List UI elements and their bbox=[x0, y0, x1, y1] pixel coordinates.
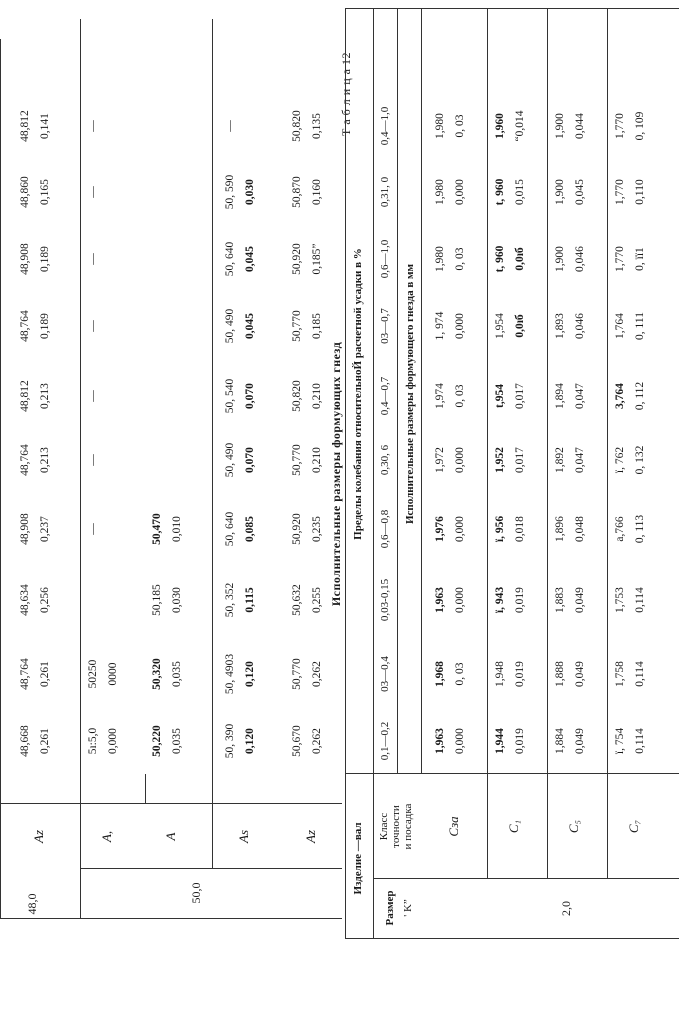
table-cell-value: 48,908 bbox=[19, 243, 31, 275]
rule-h bbox=[421, 9, 422, 774]
table-cell-tolerance: 0,0ıб bbox=[514, 314, 526, 338]
table-cell-value: 1,944 bbox=[494, 728, 506, 754]
table-cell-value: 50, 590 bbox=[224, 174, 236, 210]
table-cell-tolerance: 0,030 bbox=[244, 179, 256, 205]
rule-h bbox=[487, 9, 488, 879]
range-header: 03—0,4 bbox=[379, 656, 391, 692]
table-cell-value: 50,920 bbox=[291, 513, 303, 545]
table-cell-tolerance: 0,047 bbox=[574, 447, 586, 473]
table-cell-tolerance: 0,000 bbox=[454, 516, 466, 542]
table-cell-value: 1,894 bbox=[554, 383, 566, 409]
rule-v bbox=[345, 938, 679, 939]
table-cell-tolerance: 0,048 bbox=[574, 516, 586, 542]
rule-v bbox=[0, 918, 342, 919]
table-cell-tolerance: 0,213 bbox=[39, 383, 51, 409]
table-cell-tolerance: 0000 bbox=[107, 662, 119, 686]
table-cell-tolerance: 0, 111 bbox=[634, 312, 646, 340]
table-cell-value: — bbox=[87, 390, 99, 402]
table-cell-value: 50, 490 bbox=[224, 442, 236, 478]
table-cell-tolerance: 0,000 bbox=[454, 313, 466, 339]
table-cell-tolerance: 0,085 bbox=[244, 516, 256, 542]
table-cell-value: t,954 bbox=[494, 384, 506, 408]
row-label: Az bbox=[31, 830, 46, 843]
table-cell-tolerance: 0,213 bbox=[39, 447, 51, 473]
table-cell-value: — bbox=[87, 253, 99, 265]
table-cell-tolerance: 0,114 bbox=[634, 661, 646, 687]
table-cell-tolerance: 0,235 bbox=[311, 516, 323, 542]
table-cell-tolerance: 0, ïï1 bbox=[634, 247, 646, 271]
table-cell-tolerance: 0,210 bbox=[311, 447, 323, 473]
table-cell-value: 50,220 bbox=[151, 725, 163, 757]
range-header: 0,4—0,7 bbox=[379, 376, 391, 416]
table-cell-value: 1,963 bbox=[434, 587, 446, 613]
table-cell-tolerance: 0,015 bbox=[514, 179, 526, 205]
range-header: 03—0,7 bbox=[379, 308, 391, 344]
range-header: 0,1—0,2 bbox=[379, 721, 391, 761]
table-cell-value: — bbox=[224, 120, 236, 132]
range-header: 0,30, 6 bbox=[379, 444, 391, 476]
table-number: Т а б л и ц а 12 bbox=[339, 52, 353, 136]
row-label: Az bbox=[303, 830, 318, 843]
table-cell-tolerance: 0,030 bbox=[171, 587, 183, 613]
rule-v bbox=[345, 773, 679, 774]
table-cell-value: 1,960 bbox=[494, 113, 506, 139]
table-cell-value: 50,632 bbox=[291, 584, 303, 616]
table-cell-tolerance: 0,049 bbox=[574, 661, 586, 687]
table-cell-tolerance: 0, 112 bbox=[634, 381, 646, 411]
table-cell-value: 50, 540 bbox=[224, 378, 236, 414]
table-cell-value: 1,883 bbox=[554, 587, 566, 613]
table-cell-value: 50,185 bbox=[151, 584, 163, 616]
table-cell-value: 50,820 bbox=[291, 380, 303, 412]
table-cell-tolerance: 0,000 bbox=[107, 728, 119, 754]
table-cell-tolerance: 0, 109 bbox=[634, 111, 646, 141]
table-cell-value: 1,952 bbox=[494, 447, 506, 473]
table-cell-value: 48,764 bbox=[19, 658, 31, 690]
table-cell-tolerance: 0,141 bbox=[39, 113, 51, 139]
table-cell-tolerance: 0,000 bbox=[454, 728, 466, 754]
class-label: С₁ bbox=[506, 819, 521, 834]
table-cell-tolerance: 0,045 bbox=[574, 179, 586, 205]
table-cell-value: 48,860 bbox=[19, 176, 31, 208]
table-cell-tolerance: 0,049 bbox=[574, 587, 586, 613]
rule-v bbox=[345, 8, 679, 9]
table-cell-value: 48,812 bbox=[19, 110, 31, 142]
table-cell-tolerance: 0,044 bbox=[574, 113, 586, 139]
table-cell-tolerance: 0,261 bbox=[39, 661, 51, 687]
table-cell-value: 1,968 bbox=[434, 661, 446, 687]
table-cell-tolerance: 0,019 bbox=[514, 587, 526, 613]
table-cell-tolerance: 0,046 bbox=[574, 313, 586, 339]
table-cell-tolerance: 0, 03 bbox=[454, 384, 466, 408]
table-cell-value: а,766 bbox=[614, 516, 626, 542]
table-cell-tolerance: 0,047 bbox=[574, 383, 586, 409]
table-cell-value: 5ı:5,0 bbox=[87, 727, 99, 755]
table-cell-tolerance: 0,035 bbox=[171, 728, 183, 754]
table-cell-value: 1,948 bbox=[494, 661, 506, 687]
table-cell-value: 3,764 bbox=[614, 383, 626, 409]
rule-h bbox=[607, 9, 608, 879]
table-cell-value: 50,670 bbox=[291, 725, 303, 757]
range-header: 0,6—0,8 bbox=[379, 509, 391, 549]
table-cell-tolerance: 0,115 bbox=[244, 587, 256, 613]
table-cell-tolerance: 0,261 bbox=[39, 728, 51, 754]
table-cell-tolerance: 0,070 bbox=[244, 447, 256, 473]
table-cell-value: 50,920 bbox=[291, 243, 303, 275]
rule-v bbox=[373, 878, 679, 879]
rule-h bbox=[373, 9, 374, 774]
table-cell-value: — bbox=[87, 523, 99, 535]
table-cell-value: 50, 640 bbox=[224, 511, 236, 547]
table-cell-value: 50,770 bbox=[291, 310, 303, 342]
row-label: A bbox=[163, 832, 178, 841]
table-cell-tolerance: 0,160 bbox=[311, 179, 323, 205]
header-size-unit: ' Κ” bbox=[402, 899, 414, 917]
table-cell-value: 1,980 bbox=[434, 113, 446, 139]
table-cell-tolerance: 0,045 bbox=[244, 313, 256, 339]
table-cell-tolerance: 0,019 bbox=[514, 661, 526, 687]
table-cell-value: 1,758 bbox=[614, 661, 626, 687]
rule-h bbox=[0, 39, 1, 919]
table-cell-tolerance: 0,070 bbox=[244, 383, 256, 409]
table-cell-tolerance: 0,035 bbox=[171, 661, 183, 687]
table-cell-tolerance: 0,045 bbox=[244, 246, 256, 272]
table-cell-value: 1,954 bbox=[494, 313, 506, 339]
table-cell-value: 1,896 bbox=[554, 516, 566, 542]
table-cell-tolerance: 0, 113 bbox=[634, 514, 646, 544]
range-header: 0,03-0,15 bbox=[379, 578, 391, 622]
table-cell-value: 1,980 bbox=[434, 179, 446, 205]
table-cell-tolerance: 0,018 bbox=[514, 516, 526, 542]
rule-h bbox=[145, 774, 146, 804]
table-cell-tolerance: 0,185” bbox=[311, 243, 323, 275]
table-cell-value: 1,888 bbox=[554, 661, 566, 687]
table-cell-value: 1,764 bbox=[614, 313, 626, 339]
table-cell-tolerance: 0,000 bbox=[454, 447, 466, 473]
table-cell-tolerance: 0, 03 bbox=[454, 114, 466, 138]
table-cell-value: 1,893 bbox=[554, 313, 566, 339]
rule-h bbox=[547, 9, 548, 879]
table-cell-value: 50,770 bbox=[291, 658, 303, 690]
range-header: 0,31, 0 bbox=[379, 176, 391, 208]
header-exec: Исполнительные размеры формующего гнезда в мм bbox=[404, 263, 416, 525]
range-header: 0,6—1,0 bbox=[379, 239, 391, 279]
table-cell-tolerance: 0,000 bbox=[454, 179, 466, 205]
table-cell-tolerance: 0, 132 bbox=[634, 445, 646, 475]
table-cell-value: — bbox=[87, 454, 99, 466]
table-cell-tolerance: 0,017 bbox=[514, 447, 526, 473]
class-label: Сза bbox=[446, 816, 461, 837]
table-cell-value: 1,770 bbox=[614, 179, 626, 205]
table-cell-tolerance: 0,010 bbox=[171, 516, 183, 542]
table-cell-tolerance: 0,120 bbox=[244, 728, 256, 754]
table-cell-tolerance: 0,135 bbox=[311, 113, 323, 139]
size-label-2: 2,0 bbox=[559, 901, 573, 916]
table-cell-value: 48,764 bbox=[19, 310, 31, 342]
table-cell-tolerance: 0, 03 bbox=[454, 247, 466, 271]
rule-h bbox=[397, 9, 398, 774]
table-cell-value: — bbox=[87, 186, 99, 198]
size-label-48: 48,0 bbox=[25, 893, 39, 915]
table-cell-value: 1,972 bbox=[434, 447, 446, 473]
table-cell-tolerance: 0,046 bbox=[574, 246, 586, 272]
table-cell-value: 1,976 bbox=[434, 516, 446, 542]
table-cell-value: 50, 4903 bbox=[224, 653, 236, 695]
table-cell-value: 48,634 bbox=[19, 584, 31, 616]
table-cell-value: 48,908 bbox=[19, 513, 31, 545]
table-cell-value: 50250 bbox=[87, 659, 99, 689]
table-cell-value: 50, 390 bbox=[224, 723, 236, 759]
row-label: As bbox=[236, 830, 251, 843]
table-cell-value: 50,770 bbox=[291, 444, 303, 476]
range-header: 0,4—1,0 bbox=[379, 106, 391, 146]
table-cell-value: 50, 490 bbox=[224, 308, 236, 344]
table-cell-value: 50,470 bbox=[151, 513, 163, 545]
table-cell-tolerance: 0,189 bbox=[39, 313, 51, 339]
table-cell-tolerance: 0,189 bbox=[39, 246, 51, 272]
table-cell-value: 48,812 bbox=[19, 380, 31, 412]
table-cell-tolerance: 0,110 bbox=[634, 179, 646, 205]
table-cell-value: 1, 974 bbox=[434, 311, 446, 341]
table-cell-tolerance: 0, 03 bbox=[454, 662, 466, 686]
size-label-50: 50,0 bbox=[189, 882, 203, 904]
table-cell-tolerance: 0,049 bbox=[574, 728, 586, 754]
table-cell-value: 50, 352 bbox=[224, 582, 236, 618]
table-cell-tolerance: 0,165 bbox=[39, 179, 51, 205]
table-cell-value: 50,320 bbox=[151, 658, 163, 690]
table-cell-tolerance: “0,014 bbox=[514, 110, 526, 142]
table-cell-value: 50, 640 bbox=[224, 241, 236, 277]
table-cell-tolerance: 0,256 bbox=[39, 587, 51, 613]
table-cell-value: ï, 943 bbox=[494, 586, 506, 614]
table-cell-value: t, 960 bbox=[494, 245, 506, 273]
table-cell-value: 48,668 bbox=[19, 725, 31, 757]
table-cell-tolerance: 0,019 bbox=[514, 728, 526, 754]
table-cell-value: ï, 956 bbox=[494, 515, 506, 543]
table-cell-tolerance: 0,0ıб bbox=[514, 247, 526, 271]
table-cell-value: 50,870 bbox=[291, 176, 303, 208]
table-cell-value: 1,770 bbox=[614, 113, 626, 139]
table-cell-value: 1,770 bbox=[614, 246, 626, 272]
table-cell-tolerance: 0,237 bbox=[39, 516, 51, 542]
table-cell-value: ï, 762 bbox=[614, 446, 626, 474]
rule-h bbox=[345, 9, 346, 939]
rule-v bbox=[0, 803, 342, 804]
header-limits: Пределы колебания относительноЙ расчетной усадки в % bbox=[352, 248, 364, 540]
table-cell-value: ï, 754 bbox=[614, 727, 626, 755]
table-cell-value: 1,884 bbox=[554, 728, 566, 754]
table-cell-value: 50,820 bbox=[291, 110, 303, 142]
table-cell-value: — bbox=[87, 120, 99, 132]
table-cell-tolerance: 0,120 bbox=[244, 661, 256, 687]
table-cell-value: 1,900 bbox=[554, 113, 566, 139]
table-cell-value: — bbox=[87, 320, 99, 332]
table-cell-value: 1,892 bbox=[554, 447, 566, 473]
table-cell-value: 48,764 bbox=[19, 444, 31, 476]
table-cell-value: 1,963 bbox=[434, 728, 446, 754]
table-cell-value: 1,974 bbox=[434, 383, 446, 409]
header-class: Класс точности и посадка bbox=[378, 803, 414, 850]
table-cell-value: 1,900 bbox=[554, 179, 566, 205]
table-cell-value: 1,753 bbox=[614, 587, 626, 613]
class-label: С₅ bbox=[566, 819, 581, 834]
row-label: A, bbox=[99, 830, 114, 843]
table-cell-tolerance: 0,262 bbox=[311, 661, 323, 687]
header-size: Размер bbox=[384, 890, 396, 926]
table-cell-value: t, 960 bbox=[494, 178, 506, 206]
table-cell-tolerance: 0,114 bbox=[634, 587, 646, 613]
table-cell-tolerance: 0,017 bbox=[514, 383, 526, 409]
header-product: Изделие —вал bbox=[352, 822, 364, 895]
class-label: С₇ bbox=[626, 819, 641, 834]
table-cell-tolerance: 0,262 bbox=[311, 728, 323, 754]
table-caption: Исполнительные размеры формующих гнезд bbox=[329, 341, 343, 607]
rule-h bbox=[212, 19, 213, 869]
rule-h bbox=[80, 19, 81, 919]
table-cell-value: 1,980 bbox=[434, 246, 446, 272]
table-cell-tolerance: 0,185 bbox=[311, 313, 323, 339]
rule-v bbox=[80, 868, 342, 869]
table-cell-tolerance: 0,000 bbox=[454, 587, 466, 613]
table-cell-tolerance: 0,114 bbox=[634, 728, 646, 754]
table-cell-tolerance: 0,210 bbox=[311, 383, 323, 409]
table-cell-tolerance: 0,255 bbox=[311, 587, 323, 613]
table-cell-value: 1,900 bbox=[554, 246, 566, 272]
